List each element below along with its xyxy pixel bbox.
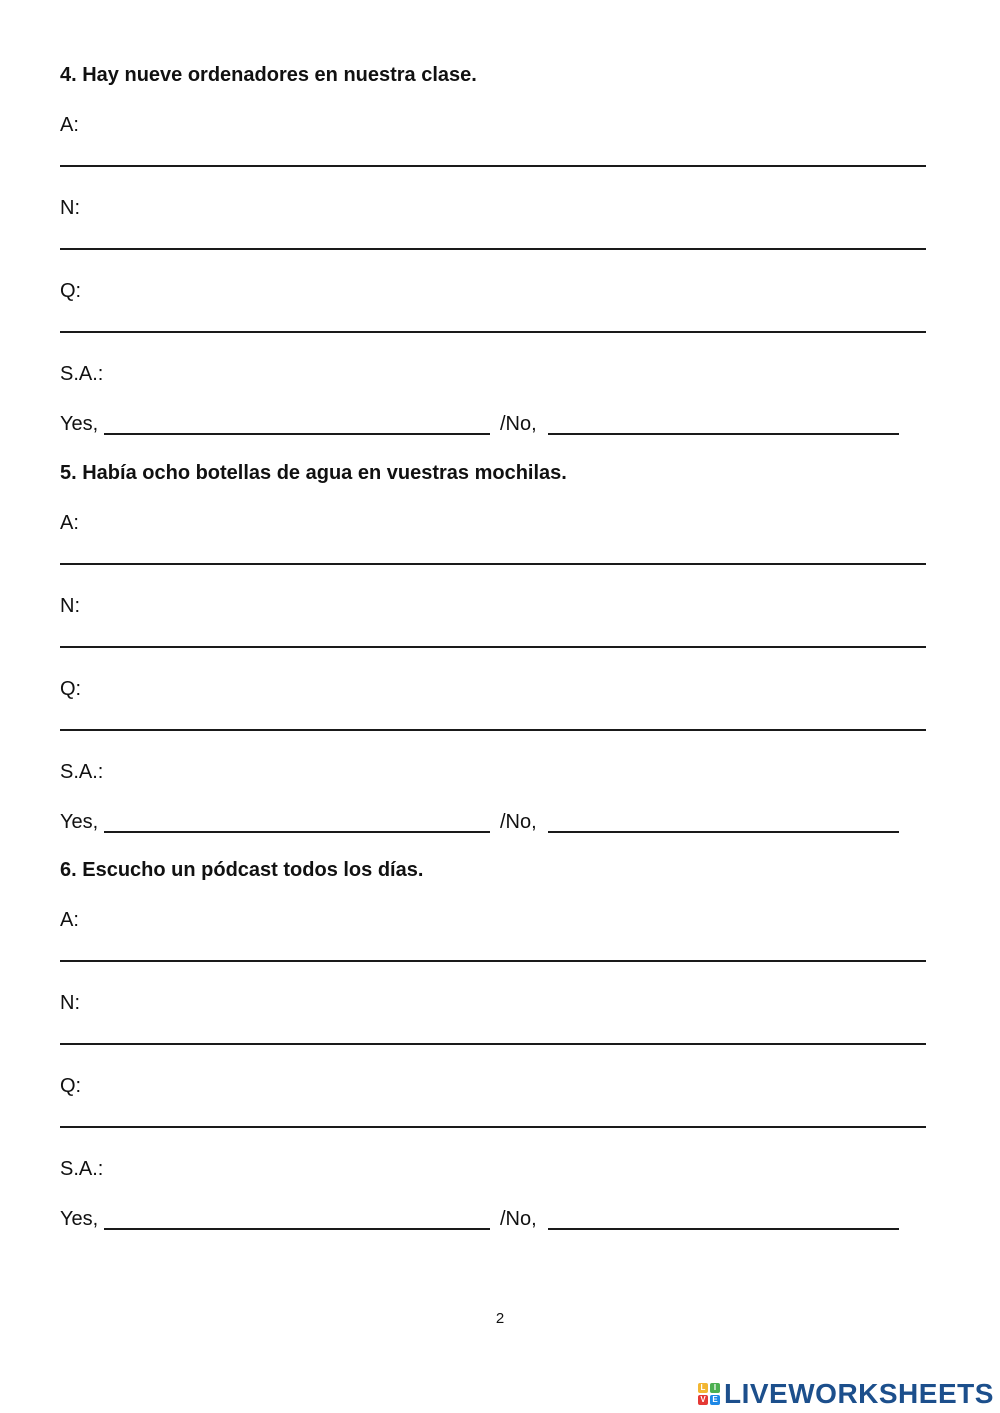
no-blank[interactable] bbox=[548, 831, 899, 833]
logo-tile: I bbox=[710, 1383, 720, 1393]
logo-text: LIVEWORKSHEETS bbox=[724, 1378, 994, 1409]
question-4: 4. Hay nueve ordenadores en nuestra clase. bbox=[60, 64, 477, 86]
answer-line-q[interactable] bbox=[60, 1126, 926, 1128]
label-q: Q: bbox=[60, 280, 82, 302]
yes-blank[interactable] bbox=[104, 1228, 490, 1230]
yes-label: Yes, bbox=[60, 811, 99, 833]
label-q: Q: bbox=[60, 1075, 82, 1097]
answer-line-a[interactable] bbox=[60, 165, 926, 167]
no-blank[interactable] bbox=[548, 1228, 899, 1230]
answer-line-a[interactable] bbox=[60, 563, 926, 565]
logo-tile: V bbox=[698, 1395, 708, 1405]
label-sa: S.A.: bbox=[60, 761, 104, 783]
page-number: 2 bbox=[495, 1310, 505, 1327]
logo-tile: L bbox=[698, 1383, 708, 1393]
no-label: /No, bbox=[500, 1208, 537, 1230]
yes-label: Yes, bbox=[60, 413, 99, 435]
answer-line-n[interactable] bbox=[60, 646, 926, 648]
answer-line-q[interactable] bbox=[60, 729, 926, 731]
answer-line-a[interactable] bbox=[60, 960, 926, 962]
label-a: A: bbox=[60, 512, 79, 534]
yes-label: Yes, bbox=[60, 1208, 99, 1230]
label-n: N: bbox=[60, 992, 80, 1014]
yes-blank[interactable] bbox=[104, 433, 490, 435]
answer-line-n[interactable] bbox=[60, 248, 926, 250]
liveworksheets-logo[interactable] bbox=[698, 1378, 994, 1410]
label-a: A: bbox=[60, 909, 79, 931]
no-blank[interactable] bbox=[548, 433, 899, 435]
label-n: N: bbox=[60, 197, 80, 219]
question-5: 5. Había ocho botellas de agua en vuestras mochilas. bbox=[60, 462, 567, 484]
logo-icon bbox=[698, 1383, 720, 1405]
yes-blank[interactable] bbox=[104, 831, 490, 833]
label-n: N: bbox=[60, 595, 80, 617]
no-label: /No, bbox=[500, 413, 537, 435]
label-q: Q: bbox=[60, 678, 82, 700]
no-label: /No, bbox=[500, 811, 537, 833]
logo-tile: E bbox=[710, 1395, 720, 1405]
label-a: A: bbox=[60, 114, 79, 136]
answer-line-q[interactable] bbox=[60, 331, 926, 333]
question-6: 6. Escucho un pódcast todos los días. bbox=[60, 859, 424, 881]
label-sa: S.A.: bbox=[60, 363, 104, 385]
answer-line-n[interactable] bbox=[60, 1043, 926, 1045]
label-sa: S.A.: bbox=[60, 1158, 104, 1180]
